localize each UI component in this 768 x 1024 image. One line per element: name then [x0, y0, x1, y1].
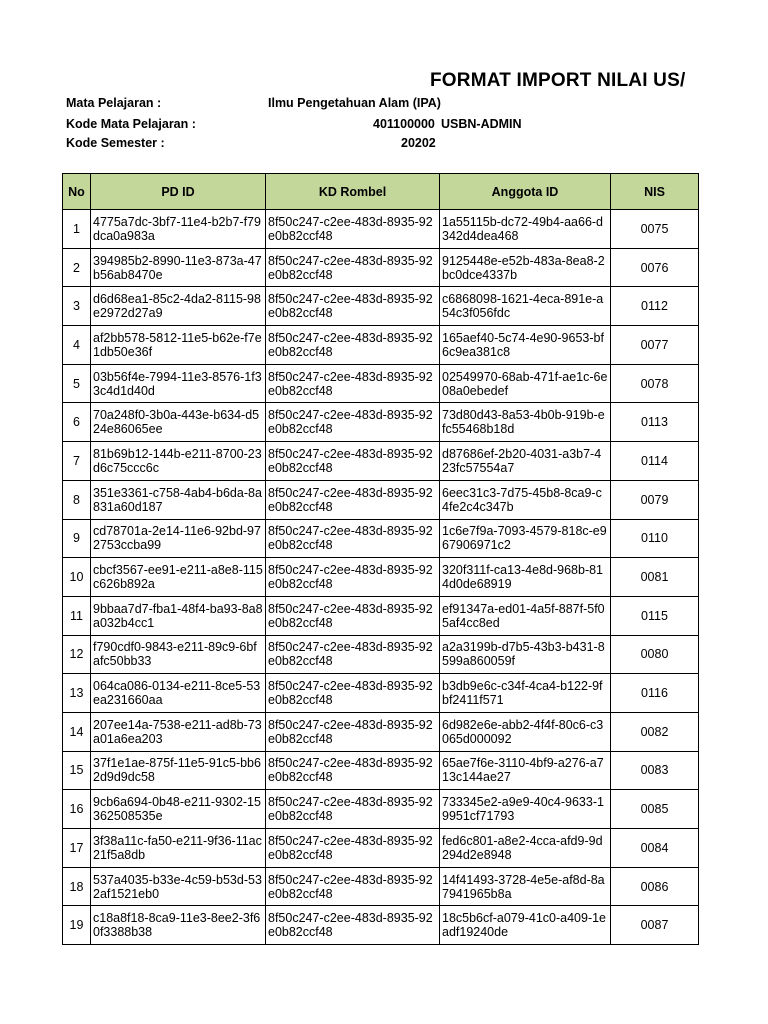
row-no-cell: 19: [63, 906, 91, 945]
row-no-cell: 17: [63, 829, 91, 868]
anggota-id-cell: 6eec31c3-7d75-45b8-8ca9-c4fe2c4c347b: [440, 480, 611, 519]
kd-rombel-cell: 8f50c247-c2ee-483d-8935-92e0b82ccf48: [266, 326, 440, 365]
kd-rombel-cell: 8f50c247-c2ee-483d-8935-92e0b82ccf48: [266, 287, 440, 326]
kd-rombel-cell: 8f50c247-c2ee-483d-8935-92e0b82ccf48: [266, 596, 440, 635]
pd-id-cell: 03b56f4e-7994-11e3-8576-1f33c4d1d40d: [91, 364, 266, 403]
table-row: [63, 480, 699, 519]
row-no-cell: 9: [63, 519, 91, 558]
mapel-value: Ilmu Pengetahuan Alam (IPA): [268, 96, 441, 110]
kd-rombel-cell: 8f50c247-c2ee-483d-8935-92e0b82ccf48: [266, 906, 440, 945]
nilai-table: [62, 173, 699, 945]
anggota-id-cell: 14f41493-3728-4e5e-af8d-8a7941965b8a: [440, 867, 611, 906]
row-no-cell: 15: [63, 751, 91, 790]
nis-cell: 0082: [611, 712, 699, 751]
pd-id-cell: 9cb6a694-0b48-e211-9302-15362508535e: [91, 790, 266, 829]
anggota-id-cell: 1c6e7f9a-7093-4579-818c-e967906971c2: [440, 519, 611, 558]
kd-rombel-cell: 8f50c247-c2ee-483d-8935-92e0b82ccf48: [266, 364, 440, 403]
table-row: [63, 596, 699, 635]
table-row: [63, 674, 699, 713]
kd-rombel-cell: 8f50c247-c2ee-483d-8935-92e0b82ccf48: [266, 751, 440, 790]
row-no-cell: 8: [63, 480, 91, 519]
kd-rombel-cell: 8f50c247-c2ee-483d-8935-92e0b82ccf48: [266, 442, 440, 481]
table-row: [63, 712, 699, 751]
anggota-id-cell: b3db9e6c-c34f-4ca4-b122-9fbf2411f571: [440, 674, 611, 713]
table-row: [63, 906, 699, 945]
table-row: [63, 519, 699, 558]
nis-cell: 0086: [611, 867, 699, 906]
pd-id-cell: 4775a7dc-3bf7-11e4-b2b7-f79dca0a983a: [91, 210, 266, 249]
nis-cell: 0075: [611, 210, 699, 249]
row-no-cell: 16: [63, 790, 91, 829]
table-header-row: [63, 174, 699, 210]
kode-semester-label: Kode Semester :: [66, 136, 165, 150]
pd-id-cell: 37f1e1ae-875f-11e5-91c5-bb62d9d9dc58: [91, 751, 266, 790]
kd-rombel-cell: 8f50c247-c2ee-483d-8935-92e0b82ccf48: [266, 712, 440, 751]
nis-cell: 0078: [611, 364, 699, 403]
table-row: [63, 403, 699, 442]
pd-id-cell: 3f38a11c-fa50-e211-9f36-11ac21f5a8db: [91, 829, 266, 868]
kode-semester-value: 20202: [401, 136, 436, 150]
anggota-id-cell: 6d982e6e-abb2-4f4f-80c6-c3065d000092: [440, 712, 611, 751]
kd-rombel-cell: 8f50c247-c2ee-483d-8935-92e0b82ccf48: [266, 403, 440, 442]
header-no: No: [63, 174, 91, 210]
table-row: [63, 287, 699, 326]
kd-rombel-cell: 8f50c247-c2ee-483d-8935-92e0b82ccf48: [266, 867, 440, 906]
anggota-id-cell: ef91347a-ed01-4a5f-887f-5f05af4cc8ed: [440, 596, 611, 635]
pd-id-cell: 70a248f0-3b0a-443e-b634-d524e86065ee: [91, 403, 266, 442]
nis-cell: 0110: [611, 519, 699, 558]
pd-id-cell: 9bbaa7d7-fba1-48f4-ba93-8a8a032b4cc1: [91, 596, 266, 635]
kode-mapel-value: 401100000: [373, 117, 435, 131]
nis-cell: 0079: [611, 480, 699, 519]
pd-id-cell: c18a8f18-8ca9-11e3-8ee2-3f60f3388b38: [91, 906, 266, 945]
row-no-cell: 7: [63, 442, 91, 481]
table-row: [63, 210, 699, 249]
table-row: [63, 326, 699, 365]
nis-cell: 0084: [611, 829, 699, 868]
kd-rombel-cell: 8f50c247-c2ee-483d-8935-92e0b82ccf48: [266, 674, 440, 713]
kd-rombel-cell: 8f50c247-c2ee-483d-8935-92e0b82ccf48: [266, 558, 440, 597]
anggota-id-cell: c6868098-1621-4eca-891e-a54c3f056fdc: [440, 287, 611, 326]
kode-mapel-extra: USBN-ADMIN: [441, 117, 522, 131]
kd-rombel-cell: 8f50c247-c2ee-483d-8935-92e0b82ccf48: [266, 635, 440, 674]
table-row: [63, 635, 699, 674]
row-no-cell: 18: [63, 867, 91, 906]
table-row: [63, 442, 699, 481]
pd-id-cell: cd78701a-2e14-11e6-92bd-972753ccba99: [91, 519, 266, 558]
anggota-id-cell: 65ae7f6e-3110-4bf9-a276-a713c144ae27: [440, 751, 611, 790]
header-nis: NIS: [611, 174, 699, 210]
nis-cell: 0116: [611, 674, 699, 713]
nis-cell: 0083: [611, 751, 699, 790]
table-row: [63, 790, 699, 829]
nis-cell: 0115: [611, 596, 699, 635]
anggota-id-cell: a2a3199b-d7b5-43b3-b431-8599a860059f: [440, 635, 611, 674]
kd-rombel-cell: 8f50c247-c2ee-483d-8935-92e0b82ccf48: [266, 790, 440, 829]
pd-id-cell: d6d68ea1-85c2-4da2-8115-98e2972d27a9: [91, 287, 266, 326]
row-no-cell: 2: [63, 248, 91, 287]
anggota-id-cell: 73d80d43-8a53-4b0b-919b-efc55468b18d: [440, 403, 611, 442]
table-row: [63, 558, 699, 597]
row-no-cell: 13: [63, 674, 91, 713]
anggota-id-cell: d87686ef-2b20-4031-a3b7-423fc57554a7: [440, 442, 611, 481]
row-no-cell: 5: [63, 364, 91, 403]
anggota-id-cell: 1a55115b-dc72-49b4-aa66-d342d4dea468: [440, 210, 611, 249]
row-no-cell: 11: [63, 596, 91, 635]
anggota-id-cell: fed6c801-a8e2-4cca-afd9-9d294d2e8948: [440, 829, 611, 868]
pd-id-cell: 064ca086-0134-e211-8ce5-53ea231660aa: [91, 674, 266, 713]
page-title: FORMAT IMPORT NILAI US/: [430, 70, 686, 91]
row-no-cell: 10: [63, 558, 91, 597]
kd-rombel-cell: 8f50c247-c2ee-483d-8935-92e0b82ccf48: [266, 829, 440, 868]
nis-cell: 0112: [611, 287, 699, 326]
kd-rombel-cell: 8f50c247-c2ee-483d-8935-92e0b82ccf48: [266, 248, 440, 287]
row-no-cell: 3: [63, 287, 91, 326]
kd-rombel-cell: 8f50c247-c2ee-483d-8935-92e0b82ccf48: [266, 210, 440, 249]
table-row: [63, 867, 699, 906]
anggota-id-cell: 02549970-68ab-471f-ae1c-6e08a0ebedef: [440, 364, 611, 403]
kd-rombel-cell: 8f50c247-c2ee-483d-8935-92e0b82ccf48: [266, 480, 440, 519]
pd-id-cell: f790cdf0-9843-e211-89c9-6bfafc50bb33: [91, 635, 266, 674]
kd-rombel-cell: 8f50c247-c2ee-483d-8935-92e0b82ccf48: [266, 519, 440, 558]
mapel-label: Mata Pelajaran :: [66, 96, 162, 110]
header-anggota-id: Anggota ID: [440, 174, 611, 210]
nis-cell: 0114: [611, 442, 699, 481]
anggota-id-cell: 165aef40-5c74-4e90-9653-bf6c9ea381c8: [440, 326, 611, 365]
nis-cell: 0080: [611, 635, 699, 674]
row-no-cell: 1: [63, 210, 91, 249]
table-row: [63, 829, 699, 868]
nis-cell: 0085: [611, 790, 699, 829]
anggota-id-cell: 18c5b6cf-a079-41c0-a409-1eadf19240de: [440, 906, 611, 945]
pd-id-cell: cbcf3567-ee91-e211-a8e8-115c626b892a: [91, 558, 266, 597]
nis-cell: 0113: [611, 403, 699, 442]
pd-id-cell: 537a4035-b33e-4c59-b53d-532af1521eb0: [91, 867, 266, 906]
nis-cell: 0087: [611, 906, 699, 945]
header-pd-id: PD ID: [91, 174, 266, 210]
header-kd-rombel: KD Rombel: [266, 174, 440, 210]
anggota-id-cell: 9125448e-e52b-483a-8ea8-2bc0dce4337b: [440, 248, 611, 287]
row-no-cell: 14: [63, 712, 91, 751]
table-row: [63, 751, 699, 790]
pd-id-cell: 351e3361-c758-4ab4-b6da-8a831a60d187: [91, 480, 266, 519]
pd-id-cell: 394985b2-8990-11e3-873a-47b56ab8470e: [91, 248, 266, 287]
table-row: [63, 364, 699, 403]
anggota-id-cell: 733345e2-a9e9-40c4-9633-19951cf71793: [440, 790, 611, 829]
anggota-id-cell: 320f311f-ca13-4e8d-968b-814d0de68919: [440, 558, 611, 597]
pd-id-cell: 207ee14a-7538-e211-ad8b-73a01a6ea203: [91, 712, 266, 751]
pd-id-cell: af2bb578-5812-11e5-b62e-f7e1db50e36f: [91, 326, 266, 365]
nis-cell: 0081: [611, 558, 699, 597]
kode-mapel-label: Kode Mata Pelajaran :: [66, 117, 196, 131]
nis-cell: 0077: [611, 326, 699, 365]
row-no-cell: 4: [63, 326, 91, 365]
table-row: [63, 248, 699, 287]
row-no-cell: 6: [63, 403, 91, 442]
nis-cell: 0076: [611, 248, 699, 287]
pd-id-cell: 81b69b12-144b-e211-8700-23d6c75ccc6c: [91, 442, 266, 481]
row-no-cell: 12: [63, 635, 91, 674]
